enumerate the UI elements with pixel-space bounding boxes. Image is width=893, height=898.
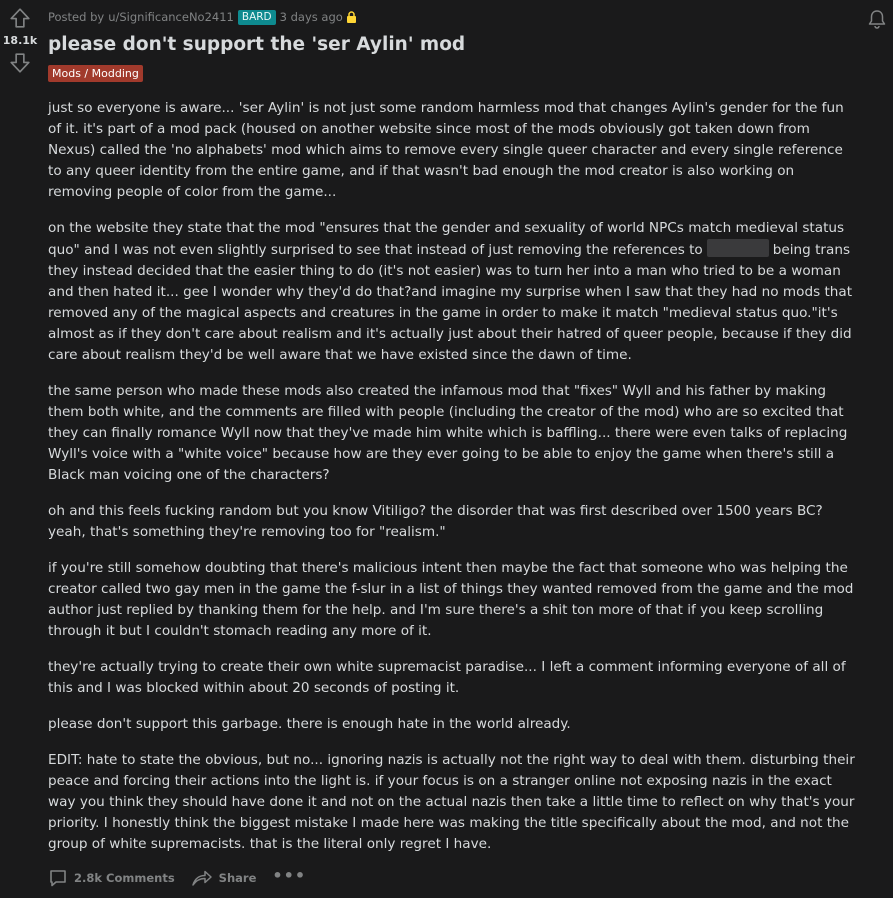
paragraph-8: EDIT: hate to state the obvious, but no... ignoring nazis is actually not the right way to deal with them. disturbing their peace and forcing their actions into the light is. if your focus is on a stranger online not exposing nazis in the exact way you think they should have done it and not on the actual nazis then take a little time to reflect on why that's your priority. I honestly think the biggest mistake I made here was making the title specifically about the mod, and not the group of white supremacists. that is the literal only regret I have. (48, 752, 855, 852)
more-options-button[interactable]: ••• (272, 865, 307, 885)
paragraph-5: if you're still somehow doubting that there's malicious intent then maybe the fact that someone who was helping the creator called two gay men in the game the f-slur in a list of things they wanted removed from the game and the mod author just replied by thanking them for the help. and I'm sure there's a shit ton more of that if you keep scrolling through it but I couldn't stomach reading any more of it. (48, 560, 854, 639)
share-icon (191, 868, 213, 888)
paragraph-4: oh and this feels fucking random but you know Vitiligo? the disorder that was first described over 1500 years BC? yeah, that's something they're removing too for "realism." (48, 503, 823, 540)
vote-score: 18.1k (2, 34, 38, 47)
upvote-button[interactable] (8, 6, 32, 30)
bell-icon (866, 8, 888, 30)
paragraph-1: just so everyone is aware... 'ser Aylin' is not just some random harmless mod that changes Aylin's gender for the fun of it. it's part of a mod pack (housed on another website since most of the mods obviously got taken down from Nexus) called the 'no alphabets' mod which aims to remove every single queer character and every single reference to any queer identity from the entire game, and if that wasn't bad enough the mod creator is also working on removing people of color from the game... (48, 100, 844, 200)
paragraph-3: the same person who made these mods also created the infamous mod that "fixes" Wyll and his father by making them both white, and the comments are filled with people (including the creator of the mod) who are so excited that they can finally romance Wyll now that they've made him white which is baffling... there were even talks of replacing Wyll's voice with a "white voice" because how are they ever going to be able to enjoy the game when there's still a Black man voicing one of the characters? (48, 383, 848, 483)
user-flair: BARD (238, 10, 276, 25)
comments-label: 2.8k Comments (74, 871, 175, 885)
posted-by-label: Posted by (48, 10, 105, 24)
paragraph-6: they're actually trying to create their own white supremacist paradise... I left a comment informing everyone of all of this and I was blocked within about 20 seconds of posting it. (48, 659, 846, 696)
post-title[interactable]: please don't support the 'ser Aylin' mod (48, 34, 466, 55)
paragraph-7: please don't support this garbage. there is enough hate in the world already. (48, 716, 571, 732)
post-flair[interactable]: Mods / Modding (48, 65, 143, 82)
paragraph-2-part-1: on the website they state that the mod "ensures that the gender and sexuality of world NPCs match medieval status quo" and I was not even slightly surprised to see that instead of just removing the references to (48, 220, 845, 258)
spoiler-block[interactable] (707, 239, 769, 257)
arrow-up-icon (9, 7, 31, 29)
author-link[interactable]: u/SignificanceNo2411 (108, 10, 234, 24)
comment-icon (48, 868, 68, 888)
downvote-button[interactable] (8, 51, 32, 75)
post-meta (48, 9, 858, 25)
lock-icon (346, 11, 357, 23)
post-body (48, 98, 858, 855)
paragraph-2 (48, 218, 858, 366)
post-time[interactable]: 3 days ago (279, 10, 343, 24)
share-button[interactable] (191, 868, 257, 888)
comments-button[interactable] (48, 868, 175, 888)
paragraph-2-part-2: being trans they instead decided that the easier thing to do (it's not easier) was to turn her into a man who tried to be a woman and then hated it... gee I wonder why they'd do that?and imagine my surprise when I saw that they had no mods that removed any of the magical aspects and creatures in the game in order to make it match "medieval status quo."it's almost as if they don't care about realism and it's actually just about their hatred of queer people, because if they did care about realism they'd be well aware that we have existed since the dawn of time. (48, 242, 853, 363)
post-actions (48, 865, 307, 888)
post-content (48, 0, 858, 870)
share-label: Share (218, 871, 257, 885)
vote-column (0, 6, 40, 75)
notification-bell-button[interactable] (866, 8, 888, 30)
arrow-down-icon (9, 52, 31, 74)
